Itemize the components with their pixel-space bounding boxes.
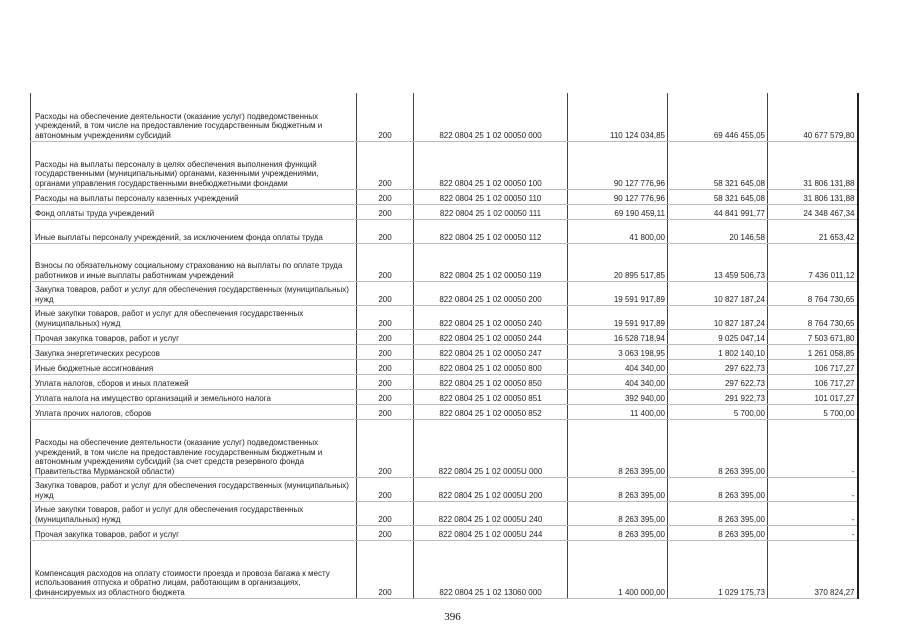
row-kbk-cell: 822 0804 25 1 02 00050 800 xyxy=(414,359,568,374)
row-code-cell: 200 xyxy=(357,243,414,281)
row-name-cell: Иные бюджетные ассигнования xyxy=(31,359,357,374)
row-approved-cell: 392 940,00 xyxy=(568,389,668,404)
row-approved-cell: 404 340,00 xyxy=(568,359,668,374)
table-row xyxy=(31,281,858,305)
table-row xyxy=(31,189,858,204)
row-unexecuted-cell: 21 653,42 xyxy=(768,219,858,243)
row-name-cell: Закупка энергетических ресурсов xyxy=(31,344,357,359)
row-name-cell: Расходы на выплаты персоналу казенных учреждений xyxy=(31,189,357,204)
row-unexecuted-cell: 7 436 011,12 xyxy=(768,243,858,281)
row-kbk-cell: 822 0804 25 1 02 00050 244 xyxy=(414,329,568,344)
row-kbk-cell: 822 0804 25 1 02 00050 112 xyxy=(414,219,568,243)
row-name-cell: Иные закупки товаров, работ и услуг для обеспечения государственных (муниципальных) нужд xyxy=(31,501,357,525)
row-approved-cell: 404 340,00 xyxy=(568,374,668,389)
table-row xyxy=(31,404,858,419)
row-code-cell: 200 xyxy=(357,189,414,204)
row-name-cell: Компенсация расходов на оплату стоимости проезда и провоза багажа к месту использования отпуска и обратно лицам, работающим в организациях, финансируемых из областного бюджета xyxy=(31,540,357,598)
row-executed-cell: 1 029 175,73 xyxy=(668,540,768,598)
row-name-cell: Закупка товаров, работ и услуг для обеспечения государственных (муниципальных) нужд xyxy=(31,281,357,305)
row-code-cell: 200 xyxy=(357,419,414,477)
row-kbk-cell: 822 0804 25 1 02 13060 000 xyxy=(414,540,568,598)
row-name-cell: Уплата налогов, сборов и иных платежей xyxy=(31,374,357,389)
row-kbk-cell: 822 0804 25 1 02 00050 200 xyxy=(414,281,568,305)
row-kbk-cell: 822 0804 25 1 02 00050 240 xyxy=(414,305,568,329)
row-approved-cell: 1 400 000,00 xyxy=(568,540,668,598)
row-code-cell: 200 xyxy=(357,344,414,359)
row-unexecuted-cell: 101 017,27 xyxy=(768,389,858,404)
table-row xyxy=(31,329,858,344)
row-unexecuted-cell: 31 806 131,88 xyxy=(768,189,858,204)
table-row xyxy=(31,204,858,219)
row-executed-cell: 9 025 047,14 xyxy=(668,329,768,344)
budget-table-container xyxy=(30,93,857,599)
row-executed-cell: 8 263 395,00 xyxy=(668,501,768,525)
row-unexecuted-cell: - xyxy=(768,419,858,477)
row-code-cell: 200 xyxy=(357,329,414,344)
row-approved-cell: 19 591 917,89 xyxy=(568,281,668,305)
row-kbk-cell: 822 0804 25 1 02 0005U 244 xyxy=(414,525,568,540)
row-code-cell: 200 xyxy=(357,501,414,525)
row-executed-cell: 5 700,00 xyxy=(668,404,768,419)
table-row xyxy=(31,219,858,243)
table-row xyxy=(31,93,858,141)
row-executed-cell: 10 827 187,24 xyxy=(668,281,768,305)
row-executed-cell: 291 922,73 xyxy=(668,389,768,404)
row-unexecuted-cell: 24 348 467,34 xyxy=(768,204,858,219)
table-row xyxy=(31,305,858,329)
table-row xyxy=(31,525,858,540)
row-code-cell: 200 xyxy=(357,204,414,219)
row-kbk-cell: 822 0804 25 1 02 00050 000 xyxy=(414,93,568,141)
row-kbk-cell: 822 0804 25 1 02 00050 119 xyxy=(414,243,568,281)
row-approved-cell: 19 591 917,89 xyxy=(568,305,668,329)
row-kbk-cell: 822 0804 25 1 02 00050 852 xyxy=(414,404,568,419)
row-name-cell: Иные закупки товаров, работ и услуг для обеспечения государственных (муниципальных) нужд xyxy=(31,305,357,329)
row-name-cell: Прочая закупка товаров, работ и услуг xyxy=(31,329,357,344)
row-unexecuted-cell: - xyxy=(768,525,858,540)
row-executed-cell: 13 459 506,73 xyxy=(668,243,768,281)
row-executed-cell: 44 841 991,77 xyxy=(668,204,768,219)
budget-table xyxy=(30,93,859,599)
row-name-cell: Расходы на выплаты персоналу в целях обеспечения выполнения функций государственными (муниципальными) органами, казенными учреждениями, органами управления государственными внебюджетными фондами xyxy=(31,141,357,189)
row-executed-cell: 8 263 395,00 xyxy=(668,525,768,540)
row-kbk-cell: 822 0804 25 1 02 00050 851 xyxy=(414,389,568,404)
page-number: 396 xyxy=(444,611,461,623)
row-name-cell: Расходы на обеспечение деятельности (оказание услуг) подведомственных учреждений, в том числе на предоставление государственным бюджетным и автономным учреждениям субсидий (за счет средств резервного фонда Правительства Мурманской области) xyxy=(31,419,357,477)
row-kbk-cell: 822 0804 25 1 02 0005U 200 xyxy=(414,477,568,501)
row-kbk-cell: 822 0804 25 1 02 00050 100 xyxy=(414,141,568,189)
table-row xyxy=(31,389,858,404)
row-approved-cell: 110 124 034,85 xyxy=(568,93,668,141)
row-name-cell: Уплата налога на имущество организаций и земельного налога xyxy=(31,389,357,404)
row-kbk-cell: 822 0804 25 1 02 0005U 240 xyxy=(414,501,568,525)
row-executed-cell: 8 263 395,00 xyxy=(668,477,768,501)
row-code-cell: 200 xyxy=(357,477,414,501)
row-code-cell: 200 xyxy=(357,359,414,374)
row-executed-cell: 10 827 187,24 xyxy=(668,305,768,329)
table-row xyxy=(31,477,858,501)
row-approved-cell: 8 263 395,00 xyxy=(568,525,668,540)
table-row xyxy=(31,359,858,374)
row-approved-cell: 8 263 395,00 xyxy=(568,419,668,477)
row-approved-cell: 8 263 395,00 xyxy=(568,477,668,501)
table-row xyxy=(31,141,858,189)
row-approved-cell: 3 063 198,95 xyxy=(568,344,668,359)
row-unexecuted-cell: 1 261 058,85 xyxy=(768,344,858,359)
row-name-cell: Расходы на обеспечение деятельности (оказание услуг) подведомственных учреждений, в том числе на предоставление государственным бюджетным и автономным учреждениям субсидий xyxy=(31,93,357,141)
row-approved-cell: 90 127 776,96 xyxy=(568,141,668,189)
budget-table-body xyxy=(31,93,858,598)
row-name-cell: Взносы по обязательному социальному страхованию на выплаты по оплате труда работников и иные выплаты работникам учреждений xyxy=(31,243,357,281)
row-approved-cell: 20 895 517,85 xyxy=(568,243,668,281)
row-unexecuted-cell: 370 824,27 xyxy=(768,540,858,598)
row-unexecuted-cell: 7 503 671,80 xyxy=(768,329,858,344)
table-row xyxy=(31,419,858,477)
row-kbk-cell: 822 0804 25 1 02 00050 111 xyxy=(414,204,568,219)
row-approved-cell: 41 800,00 xyxy=(568,219,668,243)
row-unexecuted-cell: 8 764 730,65 xyxy=(768,305,858,329)
row-executed-cell: 1 802 140,10 xyxy=(668,344,768,359)
row-unexecuted-cell: - xyxy=(768,477,858,501)
row-executed-cell: 297 622,73 xyxy=(668,374,768,389)
row-executed-cell: 58 321 645,08 xyxy=(668,141,768,189)
table-row xyxy=(31,374,858,389)
row-approved-cell: 69 190 459,11 xyxy=(568,204,668,219)
row-code-cell: 200 xyxy=(357,281,414,305)
row-executed-cell: 8 263 395,00 xyxy=(668,419,768,477)
row-code-cell: 200 xyxy=(357,93,414,141)
row-executed-cell: 20 146,58 xyxy=(668,219,768,243)
row-name-cell: Уплата прочих налогов, сборов xyxy=(31,404,357,419)
row-unexecuted-cell: 5 700,00 xyxy=(768,404,858,419)
row-approved-cell: 16 528 718,94 xyxy=(568,329,668,344)
row-kbk-cell: 822 0804 25 1 02 00050 110 xyxy=(414,189,568,204)
row-kbk-cell: 822 0804 25 1 02 0005U 000 xyxy=(414,419,568,477)
row-executed-cell: 297 622,73 xyxy=(668,359,768,374)
table-row xyxy=(31,344,858,359)
row-executed-cell: 69 446 455,05 xyxy=(668,93,768,141)
table-row xyxy=(31,501,858,525)
row-approved-cell: 11 400,00 xyxy=(568,404,668,419)
row-unexecuted-cell: 106 717,27 xyxy=(768,374,858,389)
row-code-cell: 200 xyxy=(357,525,414,540)
row-code-cell: 200 xyxy=(357,404,414,419)
row-name-cell: Прочая закупка товаров, работ и услуг xyxy=(31,525,357,540)
row-unexecuted-cell: - xyxy=(768,501,858,525)
row-kbk-cell: 822 0804 25 1 02 00050 850 xyxy=(414,374,568,389)
row-code-cell: 200 xyxy=(357,219,414,243)
table-row xyxy=(31,540,858,598)
row-unexecuted-cell: 106 717,27 xyxy=(768,359,858,374)
row-unexecuted-cell: 40 677 579,80 xyxy=(768,93,858,141)
row-executed-cell: 58 321 645,08 xyxy=(668,189,768,204)
row-code-cell: 200 xyxy=(357,540,414,598)
row-approved-cell: 90 127 776,96 xyxy=(568,189,668,204)
row-name-cell: Иные выплаты персоналу учреждений, за исключением фонда оплаты труда xyxy=(31,219,357,243)
row-kbk-cell: 822 0804 25 1 02 00050 247 xyxy=(414,344,568,359)
row-code-cell: 200 xyxy=(357,305,414,329)
row-approved-cell: 8 263 395,00 xyxy=(568,501,668,525)
row-code-cell: 200 xyxy=(357,389,414,404)
row-code-cell: 200 xyxy=(357,374,414,389)
table-row xyxy=(31,243,858,281)
row-code-cell: 200 xyxy=(357,141,414,189)
row-unexecuted-cell: 31 806 131,88 xyxy=(768,141,858,189)
row-unexecuted-cell: 8 764 730,65 xyxy=(768,281,858,305)
row-name-cell: Фонд оплаты труда учреждений xyxy=(31,204,357,219)
row-name-cell: Закупка товаров, работ и услуг для обеспечения государственных (муниципальных) нужд xyxy=(31,477,357,501)
